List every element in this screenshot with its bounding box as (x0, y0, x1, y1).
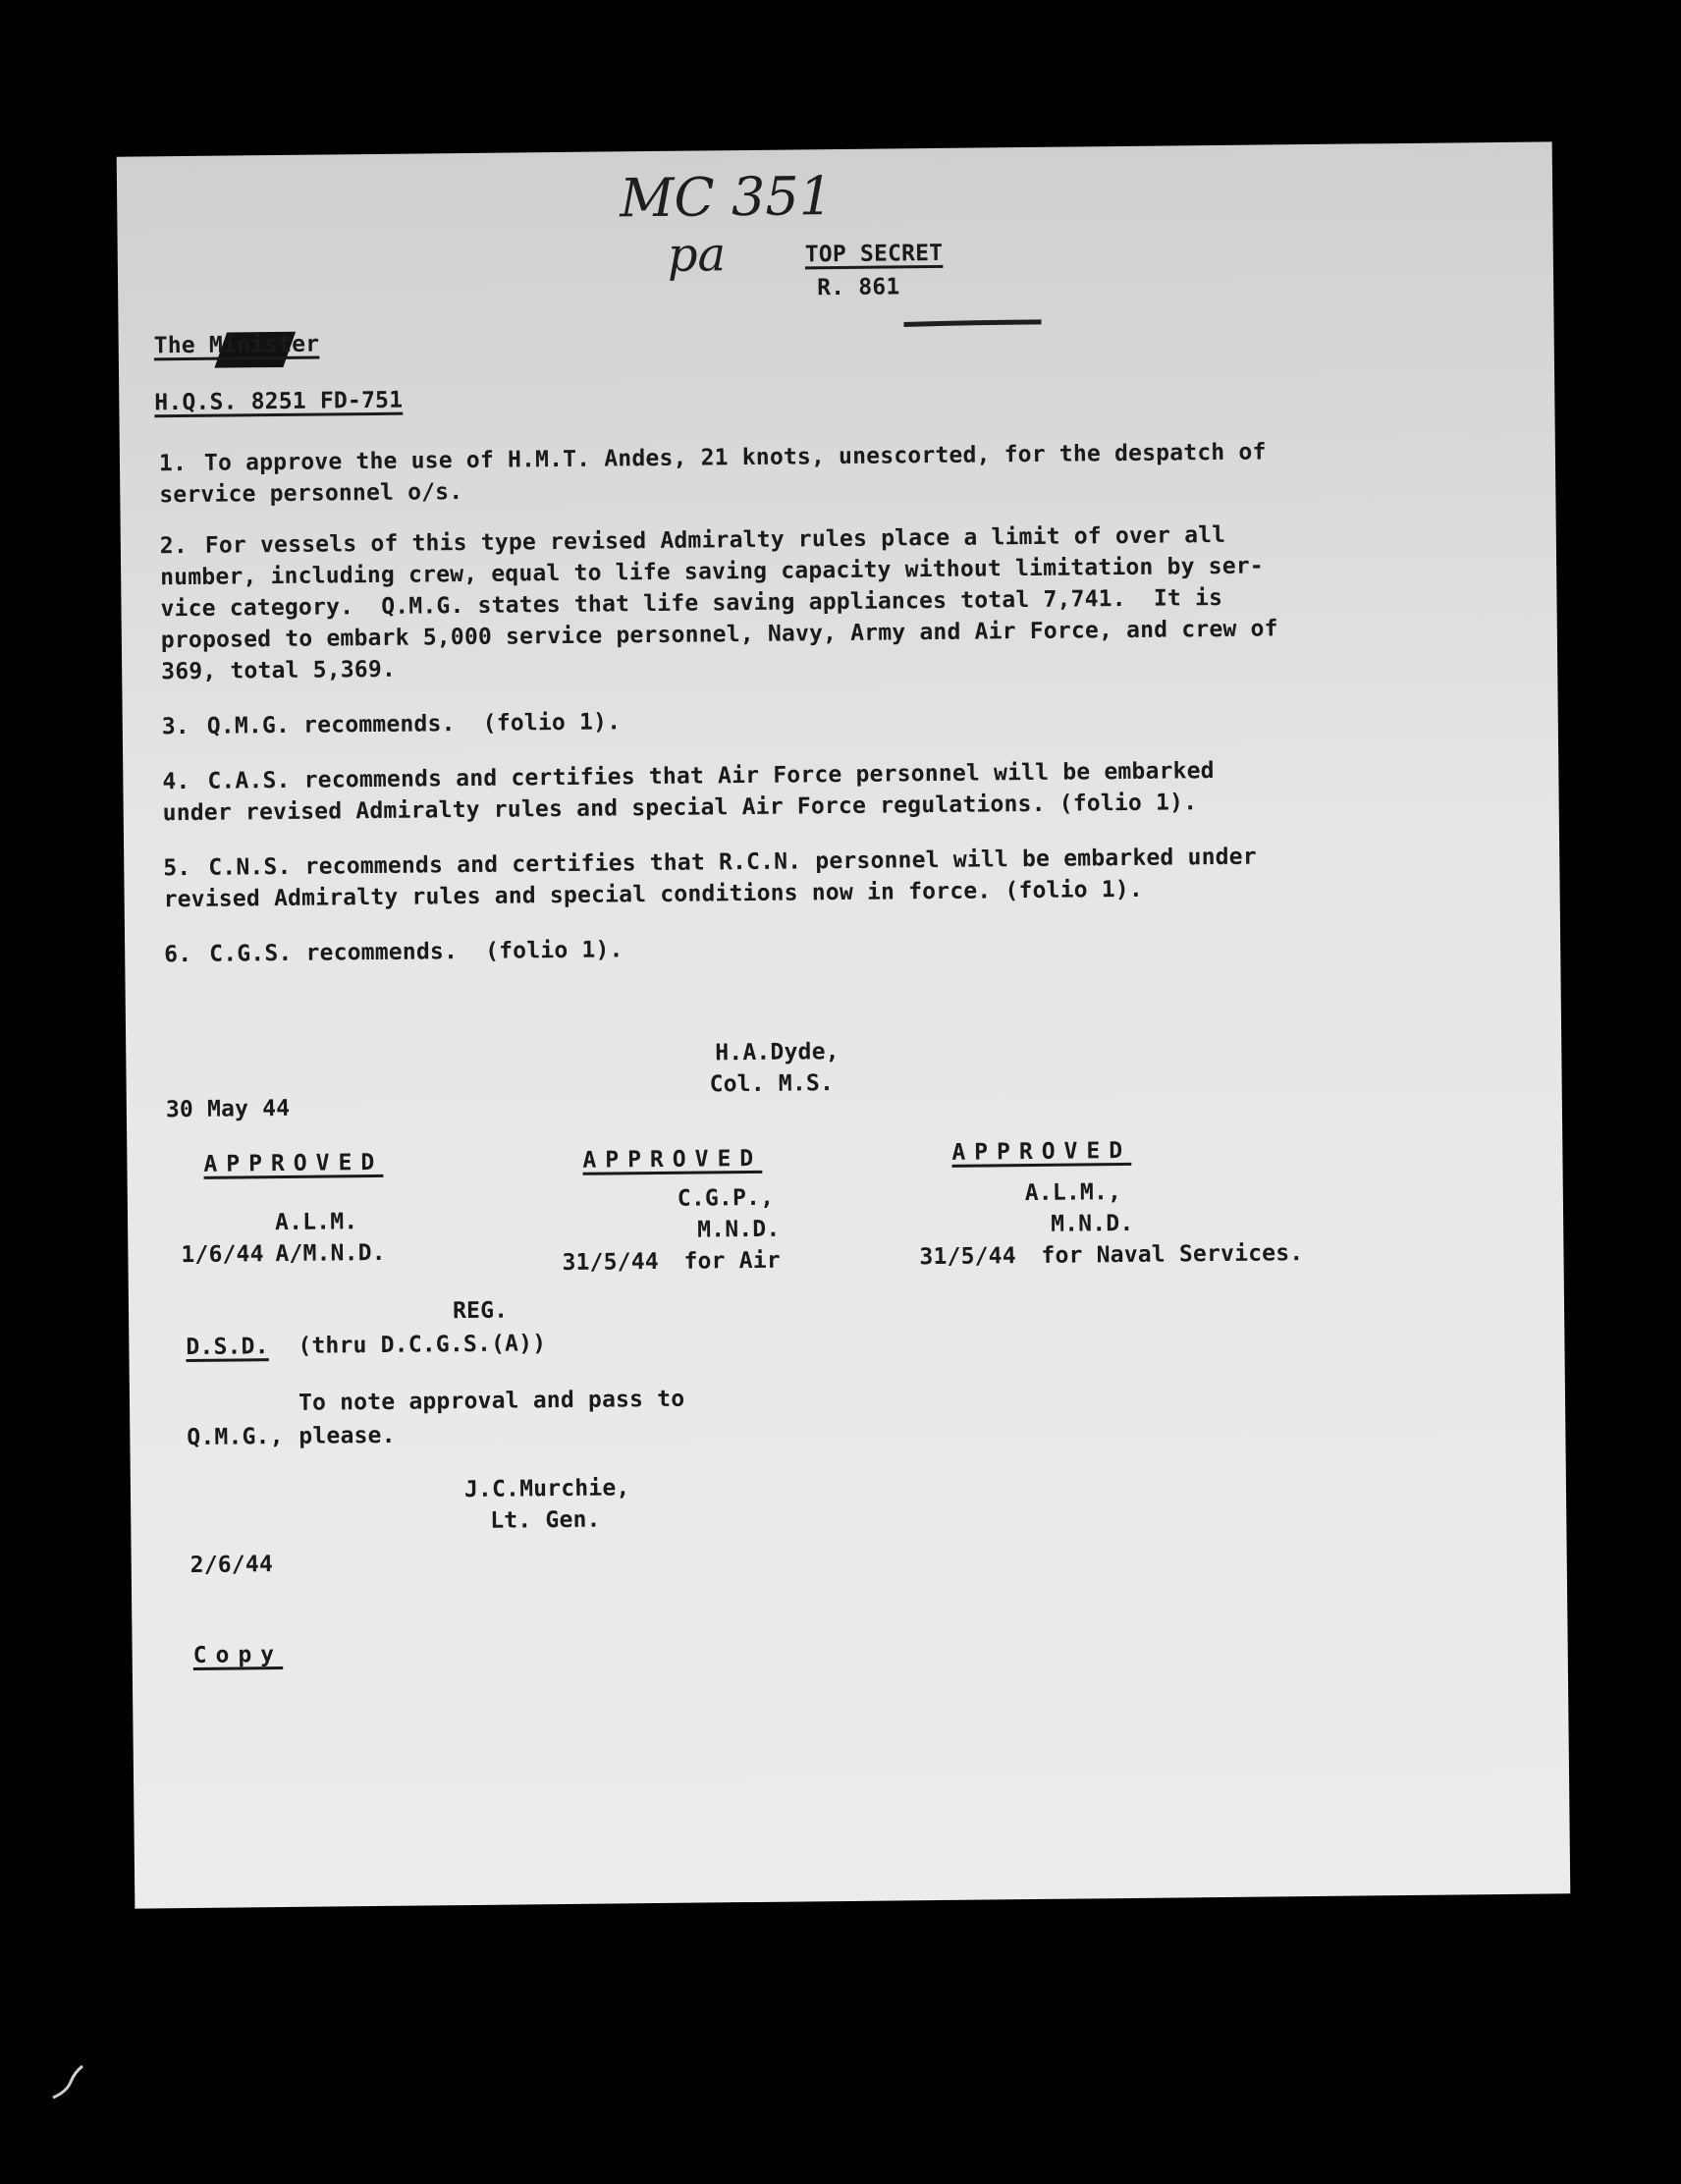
memo-date: 30 May 44 (165, 1095, 291, 1123)
paragraph-line: C.N.S. recommends and certifies that R.C.N. personnel will be embarked under (208, 844, 1257, 881)
paragraph-number: 6. (164, 941, 192, 968)
paragraph-line: revised Admiralty rules and special conditions now in force. (folio 1). (163, 876, 1144, 913)
paragraph-line: number, including crew, equal to life saving capacity without limitation by ser- (160, 553, 1265, 591)
document-page (117, 141, 1571, 1908)
signatory-name: J.C.Murchie, (463, 1475, 630, 1503)
paragraph-line: C.A.S. recommends and certifies that Air Force personnel will be embarked (207, 758, 1215, 794)
copy-label: Copy (192, 1642, 284, 1668)
paragraph-line: service personnel o/s. (159, 479, 463, 509)
paragraph-number: 3. (161, 713, 190, 740)
approver-title: A/M.N.D. (275, 1239, 386, 1268)
signatory-rank: Col. M.S. (709, 1070, 835, 1098)
approved-stamp: APPROVED (951, 1137, 1132, 1166)
classification-stamp: TOP SECRET (804, 240, 944, 268)
handwritten-reference: MC 351 (619, 165, 834, 230)
scan-artifact (49, 2062, 88, 2102)
memo-date: 2/6/44 (190, 1552, 274, 1578)
paragraph-line: vice category. Q.M.G. states that life saving appliances total 7,741. It is (160, 584, 1223, 623)
routing-cc: Q.M.G., (187, 1423, 284, 1451)
reference-number: H.Q.S. 8251 FD-751 (154, 387, 404, 416)
handwritten-stroke (903, 234, 1238, 355)
paragraph-line: For vessels of this type revised Admiralty rules place a limit of over all (204, 521, 1226, 559)
paragraph-number: 5. (163, 854, 191, 882)
paragraph-line: Q.M.G. recommends. (folio 1). (206, 709, 622, 739)
paragraph-line: To approve the use of H.M.T. Andes, 21 knots, unescorted, for the despatch of (203, 439, 1267, 476)
approved-stamp: APPROVED (203, 1149, 384, 1177)
file-number: R. 861 (817, 274, 900, 301)
paragraph-line: under revised Admiralty rules and special Air Force regulations. (folio 1). (162, 790, 1198, 827)
addressee: The Minister (153, 331, 320, 359)
approved-stamp: APPROVED (582, 1145, 763, 1174)
handwritten-initials: pa (667, 227, 727, 283)
paragraph-line: proposed to embark 5,000 service personnel, Navy, Army and Air Force, and crew of (160, 616, 1278, 654)
signatory-rank: Lt. Gen. (490, 1506, 601, 1534)
paragraph-number: 4. (162, 768, 190, 795)
approver-capacity: for Air (683, 1247, 781, 1275)
routing-note: To note approval and pass to (298, 1386, 685, 1416)
paragraph-line: 369, total 5,369. (161, 656, 397, 685)
approver-capacity: for Naval Services. (1041, 1240, 1304, 1269)
paragraph-number: 1. (158, 450, 188, 477)
routing-note: please. (298, 1422, 396, 1449)
routing-via: (thru D.C.G.S.(A)) (298, 1331, 547, 1359)
approver-initials: A.L.M., (1024, 1179, 1122, 1207)
approver-title: M.N.D. (1050, 1210, 1134, 1237)
approver-title: M.N.D. (697, 1216, 781, 1243)
approval-date: 31/5/44 (919, 1243, 1016, 1271)
approver-initials: A.L.M. (274, 1209, 358, 1236)
approver-initials: C.G.P., (677, 1184, 775, 1212)
paragraph-number: 2. (159, 532, 189, 560)
signatory-name: H.A.Dyde, (715, 1039, 840, 1066)
approval-date: 31/5/44 (562, 1248, 659, 1277)
reg-mark: REG. (452, 1297, 509, 1325)
approval-date: 1/6/44 (181, 1241, 264, 1269)
routing-recipient: D.S.D. (186, 1334, 269, 1361)
paragraph-line: C.G.S. recommends. (folio 1). (209, 937, 624, 967)
